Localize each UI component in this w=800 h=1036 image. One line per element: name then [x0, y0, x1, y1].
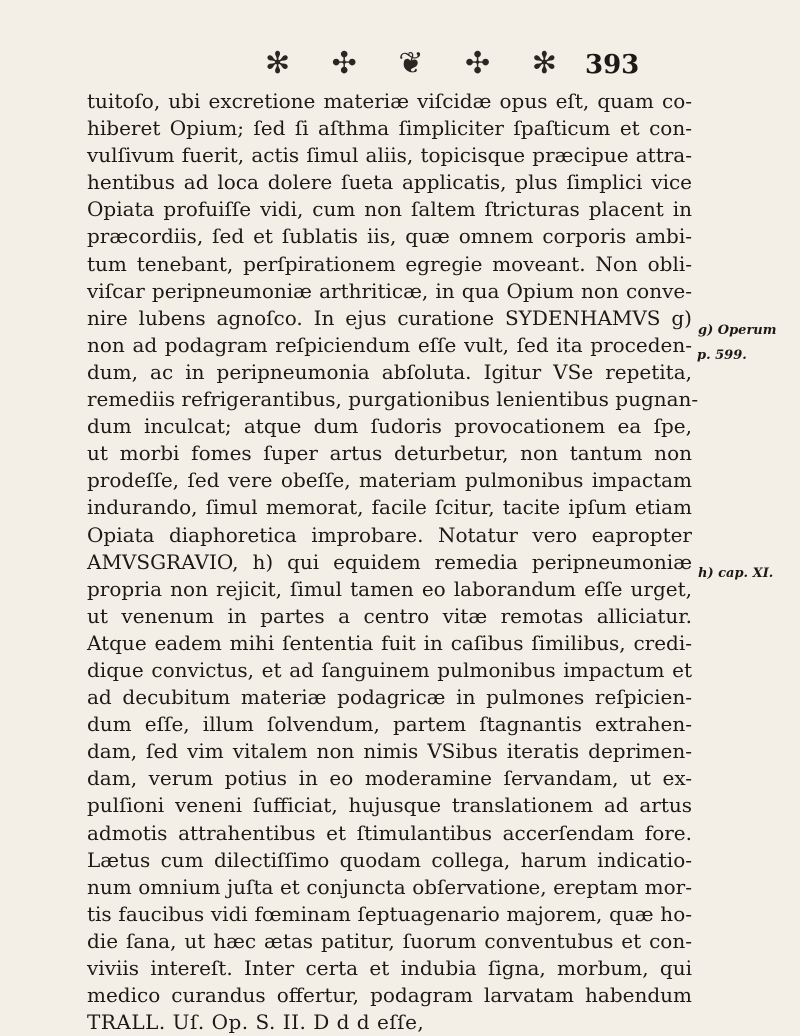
- header-ornament: ✻ ✣ ❦ ✣ ✻: [265, 46, 573, 81]
- text-line: dum eſſe, illum ſolvendum, partem ſtagnantis extrahen-: [87, 712, 692, 737]
- text-line: Lætus cum dilectiſſimo quodam collega, harum indicatio-: [87, 847, 692, 872]
- margin-note-g-page: p. 599.: [697, 348, 747, 363]
- text-line: nire lubens agnoſco. In ejus curatione SYDENHAMVS g): [87, 305, 692, 330]
- text-line: propria non rejicit, ſimul tamen eo laborandum eſſe urget,: [87, 576, 692, 601]
- text-line: medico curandus offertur, podagram larvatam habendum: [87, 983, 692, 1008]
- text-line: ad decubitum materiæ podagricæ in pulmones reſpicien-: [87, 685, 692, 710]
- page-number: 393: [585, 50, 640, 80]
- text-line: TRALL. Uſ. Op. S. II. D d d eſſe,: [87, 1010, 425, 1035]
- text-line: prodeſſe, ſed vere obeſſe, materiam pulmonibus impactam: [87, 468, 692, 493]
- text-line: vulſivum fuerit, actis ſimul aliis, topicisque præcipue attra-: [87, 143, 692, 168]
- text-line: dum inculcat; atque dum ſudoris provocationem ea ſpe,: [87, 414, 692, 439]
- body-text: [87, 88, 699, 1036]
- text-line: viviis intereſt. Inter certa et indubia ſigna, morbum, qui: [87, 956, 692, 980]
- text-line: Atque eadem mihi ſententia fuit in caſibus ſimilibus, credi-: [87, 630, 692, 655]
- text-line: dam, ſed vim vitalem non nimis VSibus iteratis deprimen-: [87, 739, 692, 764]
- margin-note-g: g) Operum: [698, 323, 777, 338]
- text-line: indurando, ſimul memorat, facile ſcitur, tacite ipſum etiam: [87, 495, 692, 520]
- text-line: Opiata diaphoretica improbare. Notatur vero eapropter: [87, 522, 692, 547]
- text-line: tuitoſo, ubi excretione materiæ viſcidæ opus eſt, quam co-: [87, 89, 692, 113]
- text-line: præcordiis, ſed et ſublatis iis, quæ omnem corporis ambi-: [87, 224, 692, 249]
- text-line: dum, ac in peripneumonia abſoluta. Igitur VSe repetita,: [87, 359, 692, 384]
- text-line: dam, verum potius in eo moderamine ſervandam, ut ex-: [87, 766, 692, 791]
- text-line: AMVSGRAVIO, h) qui equidem remedia peripneumoniæ: [87, 549, 692, 574]
- text-line: hentibus ad loca dolere ſueta applicatis, plus ſimplici vice: [87, 170, 692, 195]
- margin-note-h: h) cap. XI.: [698, 566, 774, 581]
- text-line: viſcar peripneumoniæ arthriticæ, in qua Opium non conve-: [87, 278, 692, 303]
- text-line: hiberet Opium; ſed ſi aſthma ſimpliciter ſpaſticum et con-: [87, 116, 692, 141]
- text-line: pulſioni veneni ſufficiat, hujusque translationem ad artus: [87, 793, 692, 818]
- text-line: ut morbi fomes ſuper artus deturbetur, non tantum non: [87, 441, 692, 466]
- text-line: remediis refrigerantibus, purgationibus lenientibus pugnan-: [87, 387, 699, 412]
- text-line: die ſana, ut hæc ætas patitur, ſuorum conventubus et con-: [87, 928, 692, 953]
- text-line: admotis attrahentibus et ſtimulantibus accerſendam fore.: [87, 820, 692, 845]
- text-line: non ad podagram reſpiciendum eſſe vult, ſed ita proceden-: [87, 332, 692, 357]
- text-line: ut venenum in partes a centro vitæ remotas alliciatur.: [87, 603, 692, 628]
- text-line: Opiata profuiſſe vidi, cum non ſaltem ſtricturas placent in: [87, 197, 692, 222]
- text-line: num omnium juſta et conjuncta obſervatione, ereptam mor-: [87, 874, 692, 899]
- text-line: tum tenebant, perſpirationem egregie moveant. Non obli-: [87, 251, 692, 276]
- text-line: tis faucibus vidi fœminam ſeptuagenario majorem, quæ ho-: [87, 901, 692, 926]
- text-line: dique convictus, et ad ſanguinem pulmonibus impactum et: [87, 657, 692, 682]
